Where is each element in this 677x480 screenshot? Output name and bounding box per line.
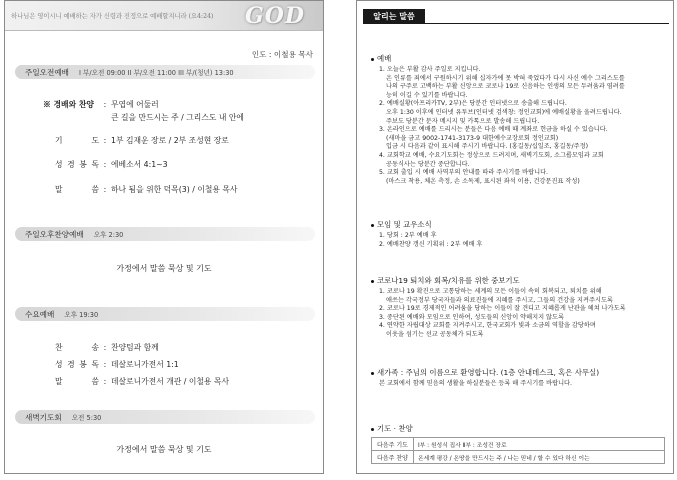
service-item-prayer: 기 도 : 1부 김재운 장로 / 2부 조성현 장로 (55, 136, 229, 145)
item-label: 성 경 봉 독 (55, 360, 99, 369)
section-title: 수요예배 (25, 309, 55, 319)
duty-key: 다음주 찬양 (372, 451, 414, 464)
block-heading: 예배 (371, 53, 667, 64)
section-wednesday (15, 307, 315, 321)
item-value: 에베소서 4:1~3 (111, 160, 168, 169)
block-heading: 기도 · 찬양 (371, 423, 667, 434)
bulletin-right-page (356, 0, 674, 474)
item-label: ※ 경배와 찬양 (43, 100, 94, 109)
banner (5, 1, 323, 31)
list-item: 3. 온라인으로 예배를 드리시는 분들은 다음 예배 때 계좌로 헌금을 하실 수 있습니다. (379, 126, 608, 134)
bullet-icon (371, 372, 374, 375)
section-title: 주일오후찬양예배 (25, 229, 84, 239)
section-time: I 부/오전 09:00 II 부/오전 11:00 III 부/(청년) 13:30 (79, 69, 234, 77)
block-heading: 새가족 : 주님의 이름으로 환영합니다. (1층 안내데스크, 혹은 사무실) (371, 367, 667, 378)
service-item-praise: ※ 경배와 찬양 : 무엽에 어둘러 (43, 100, 159, 109)
block-heading: 코로나19 퇴치와 회복/치유를 위한 중보기도 (371, 275, 667, 286)
list-item: 애쓰는 각국정부 당국자들과 의료진들에 지혜를 주시고, 그들의 건강을 지켜주시도록 (386, 296, 613, 304)
list-item: 오후 1:30 이후에 인터넷 유투브(인터넷 검색창: 정인교회)에 예배실황을 올려드립니다. (386, 108, 622, 116)
bulletin-left-page (4, 0, 324, 474)
announce-corona-prayer (371, 275, 667, 340)
item-label: 말 씀 (55, 377, 99, 386)
bullet-icon (371, 224, 374, 227)
bullet-icon (371, 58, 374, 61)
bullet-icon (371, 280, 374, 283)
list-item: 공동식사는 당분간 중단합니다. (386, 160, 470, 168)
header-divider (363, 23, 669, 24)
announce-newcomer (371, 367, 667, 389)
item-label: 말 씀 (55, 185, 99, 194)
item-value: 1부 김재운 장로 / 2부 조성현 장로 (111, 136, 229, 145)
section-time: 오전 5:30 (71, 414, 102, 422)
section-sunday-am (15, 65, 315, 79)
list-item: (마스크 착용, 체온 측정, 손 소독제, 표시된 좌석 이용, 건강문진표 작성) (386, 177, 580, 185)
announce-meeting (371, 219, 667, 249)
item-label: 기 도 (55, 136, 99, 145)
banner-verse: 하나님은 영이시니 예배하는 자가 신령과 진정으로 예배할지니라 (요4:24) (11, 12, 214, 20)
item-value: 데살로니가전서 개관 / 이철용 목사 (111, 377, 229, 386)
section-time: 오후 19:30 (64, 311, 99, 319)
service-item-reading: 성 경 봉 독 : 에베소서 4:1~3 (55, 160, 168, 169)
section-dawn (15, 410, 315, 424)
item-label: 성 경 봉 독 (55, 160, 99, 169)
service-item-praise-2: 큰 길을 만드시는 주 / 그리스도 내 안에 (111, 113, 244, 122)
item-value: 찬양팀과 함께 (111, 343, 159, 352)
section-title: 주일오전예배 (25, 67, 70, 77)
list-item: 3. 중단된 예배와 모임으로 인하여, 성도들의 신앙이 약해지지 않도록 (379, 313, 564, 321)
list-item: 1. 코로나 19 확진으로 고통당하는 세계의 모든 이들이 속히 회복되고, 퇴치를 위해 (379, 288, 602, 295)
list-item: 2. 예배찬양 갱신 기획위 : 2부 예배 후 (379, 240, 483, 248)
list-item: 5. 교회 출입 시 예배 사역부의 안내를 따라 주시기를 바랍니다. (379, 169, 549, 177)
dawn-note: 가정에서 말씀 묵상 및 기도 (116, 445, 212, 454)
table-row (372, 438, 665, 451)
section-sunday-pm (15, 227, 315, 241)
item-value: 데살로니가전서 1:1 (111, 360, 179, 369)
duty-key: 다음주 기도 (372, 438, 414, 451)
duty-value: Ⅰ부 : 원성식 집사 Ⅱ부 : 조성건 장로 (414, 438, 665, 451)
duty-value: 온세계 평강 / 온땅을 만드시는 주 / 나는 믿네 / 할 수 있다 하신 이는 (414, 451, 665, 464)
table-row (372, 451, 665, 464)
section-time: 오후 2:30 (93, 231, 124, 239)
item-value: 하나 됨을 위한 덕목(3) / 이철용 목사 (111, 185, 238, 194)
list-item: 온 인류를 죄에서 구원하시기 위해 십자가에 못 박혀 죽었다가 다시 사신 예수 그리스도를 (386, 74, 625, 82)
duty-table (371, 437, 665, 464)
list-item: 주보도 당분간 문자 메시지 및 카톡으로 발송해 드립니다. (386, 117, 540, 125)
meeting-lines (371, 232, 667, 249)
corona-lines (371, 288, 667, 340)
announcements-header: 알리는 말씀 (363, 9, 425, 23)
announce-worship (371, 53, 667, 186)
list-item: 이웃을 섬기는 선교 공동체가 되도록 (386, 330, 484, 338)
list-item: 4. 교회학교 예배, 수요기도회는 정상으로 드려지며, 새벽기도회, 소그룹모임과 교회 (379, 151, 604, 159)
wed-item-hymn: 찬 송 : 찬양팀과 함께 (55, 343, 159, 352)
item-label: 찬 송 (55, 343, 99, 352)
list-item: (새마을 금고 9002-1741-3173-9 대한예수교장로회 정인교회) (386, 134, 559, 142)
bullet-icon (371, 428, 374, 431)
newcomer-lines (371, 380, 667, 389)
item-value: 무엽에 어둘러 (111, 100, 159, 109)
list-item: 2. 예배실황(아프리카TV, 2부)은 당분간 인터넷으로 송출해 드립니다. (379, 100, 567, 108)
section-title: 새벽기도회 (25, 412, 62, 422)
worship-lines (371, 66, 667, 186)
wed-item-reading: 성 경 봉 독 : 데살로니가전서 1:1 (55, 360, 179, 369)
list-item: 본 교회에서 함께 믿음의 생활을 하실분들은 등록 해 주시기를 바랍니다. (379, 380, 573, 387)
wed-item-sermon: 말 씀 : 데살로니가전서 개관 / 이철용 목사 (55, 377, 229, 386)
service-item-sermon: 말 씀 : 하나 됨을 위한 덕목(3) / 이철용 목사 (55, 185, 238, 194)
list-item: 나의 구주로 고백하는 부활 신앙으로 코로나 19로 신음하는 인생의 모든 두려움과 염려를 (386, 83, 625, 91)
list-item: 1. 오늘은 부활 감사 주일로 지킵니다. (379, 66, 481, 73)
list-item: 1. 당회 : 2부 예배 후 (379, 232, 437, 239)
list-item: 입금 시 다음과 같이 표시해 주시기 바랍니다. (홍길동/십일조, 홍길동/주정) (386, 143, 589, 151)
list-item: 2. 코로나 19로 경제적인 어려움을 당하는 이들이 잘 견디고 지혜롭게 난관을 헤쳐 나가도록 (379, 305, 626, 313)
block-heading: 모임 및 교우소식 (371, 219, 667, 230)
god-logo: GOD (244, 3, 305, 29)
sunday-pm-note: 가정에서 말씀 묵상 및 기도 (116, 264, 212, 273)
presider: 인도 : 이철용 목사 (251, 50, 313, 59)
list-item: 능히 이길 수 있기를 바랍니다. (386, 91, 468, 99)
announce-prayer-praise (371, 423, 667, 436)
list-item: 4. 연약한 자립대상 교회를 지켜주시고, 한국교회가 빛과 소금의 역할을 감당하며 (379, 322, 596, 330)
